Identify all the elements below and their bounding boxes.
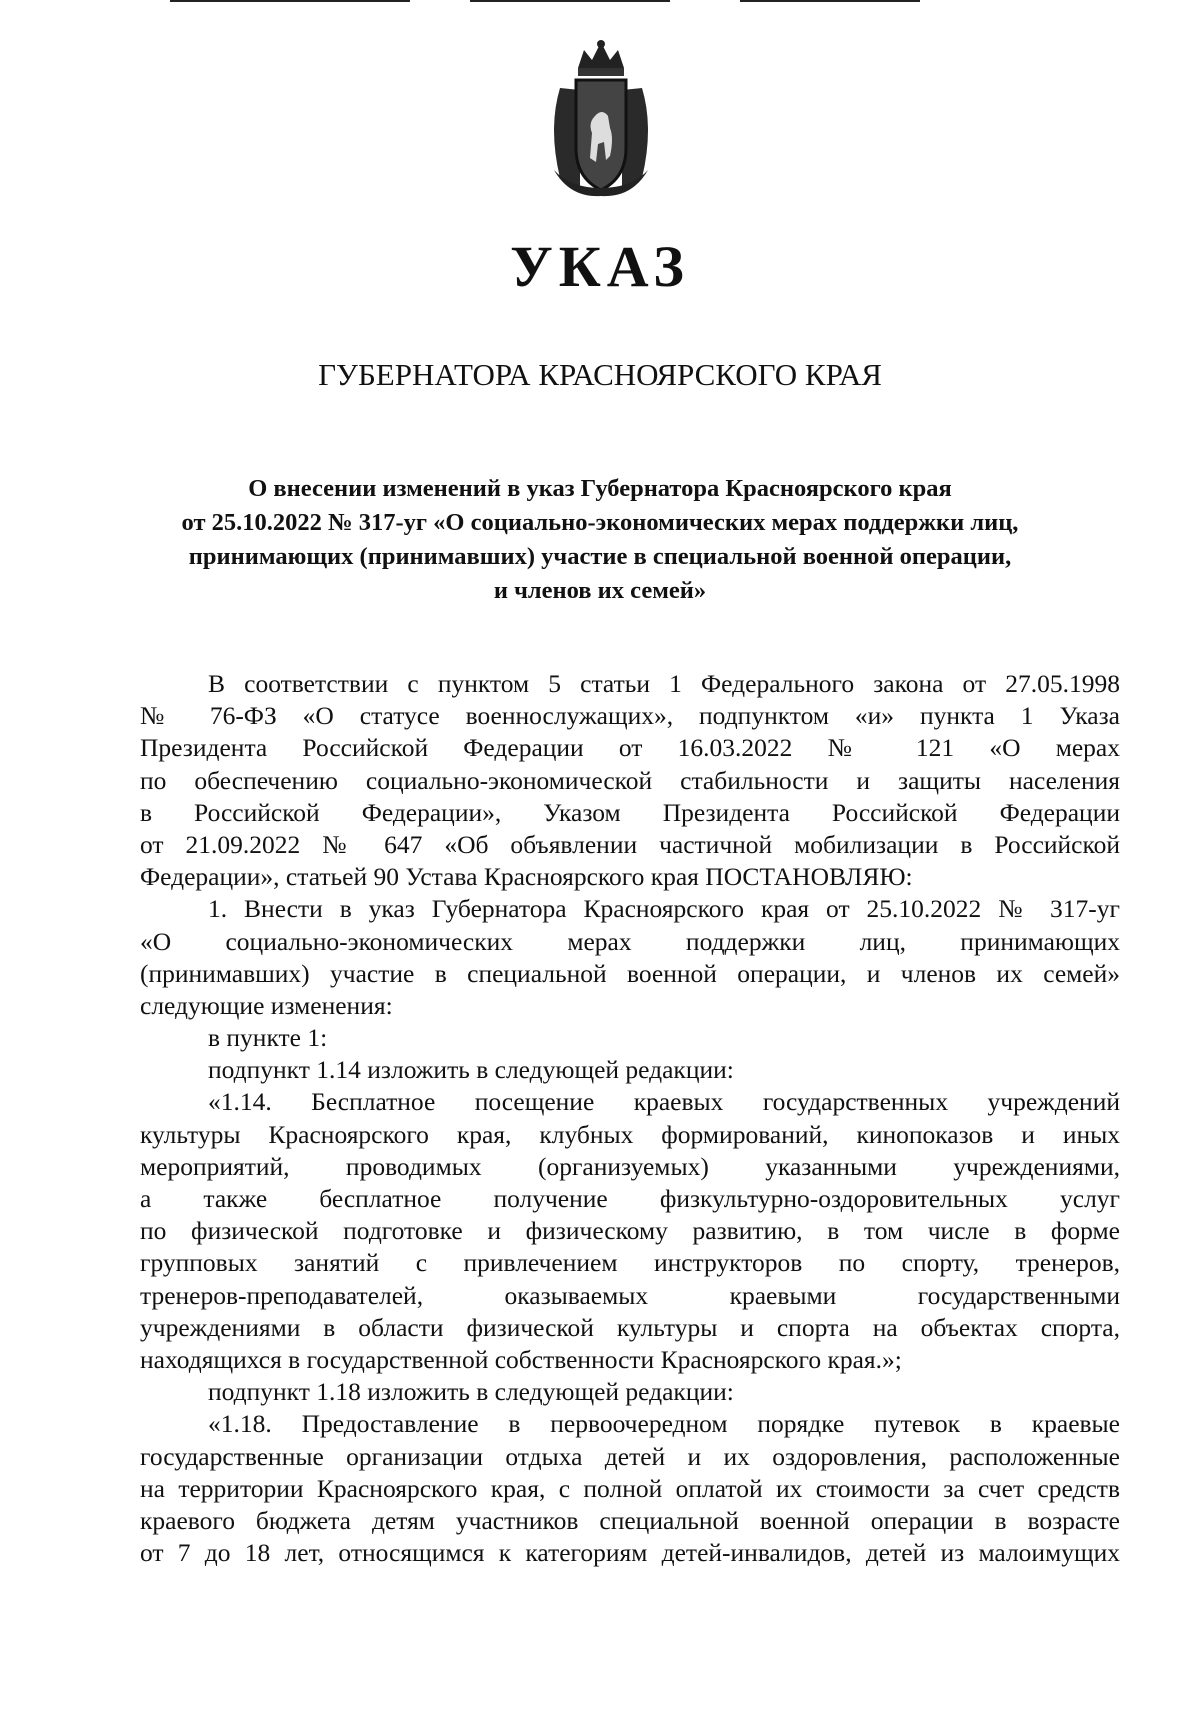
body-line: Президента Российской Федерации от 16.03.2022 № 121 «О мерах [140, 733, 1120, 763]
body-line: от 7 до 18 лет, относящимся к категориям детей-инвалидов, детей из малоимущих [140, 1538, 1120, 1568]
body-line: (принимавших) участие в специальной военной операции, и членов их семей» [140, 958, 1120, 988]
body-line: подпункт 1.18 изложить в следующей редакции: [208, 1377, 734, 1407]
body-line: № 76-ФЗ «О статусе военнослужащих», подпунктом «и» пункта 1 Указа [140, 701, 1120, 731]
body-line: культуры Красноярского края, клубных формирований, кинопоказов и иных [140, 1119, 1120, 1149]
body-line: групповых занятий с привлечением инструкторов по спорту, тренеров, [140, 1248, 1120, 1278]
document-subtitle: ГУБЕРНАТОРА КРАСНОЯРСКОГО КРАЯ [318, 357, 882, 392]
body-line: от 21.09.2022 № 647 «Об объявлении частичной мобилизации в Российской [140, 829, 1120, 859]
body-line: в пункте 1: [208, 1023, 328, 1053]
body-line: краевого бюджета детям участников специальной военной операции в возрасте [140, 1505, 1120, 1535]
heading-line: принимающих (принимавших) участие в специальной военной операции, [188, 543, 1012, 570]
body-line: государственные организации отдыха детей и их оздоровления, расположенные [140, 1441, 1120, 1471]
body-line: по обеспечению социально-экономической стабильности и защиты населения [140, 765, 1120, 795]
document-title: УКАЗ [510, 234, 690, 299]
body-line: учреждениями в области физической культуры и спорта на объектах спорта, [140, 1312, 1120, 1342]
document-heading [140, 472, 1060, 608]
document-body [140, 668, 1120, 1569]
body-line: подпункт 1.14 изложить в следующей редакции: [208, 1055, 734, 1085]
body-line: «1.14. Бесплатное посещение краевых государственных учреждений [208, 1087, 1120, 1117]
body-line: следующие изменения: [140, 990, 393, 1020]
body-line: мероприятий, проводимых (организуемых) указанными учреждениями, [140, 1151, 1120, 1181]
body-line: тренеров-преподавателей, оказываемых краевыми государственными [140, 1280, 1120, 1310]
body-line: 1. Внести в указ Губернатора Красноярского края от 25.10.2022 № 317-уг [208, 894, 1120, 924]
heading-line: от 25.10.2022 № 317-уг «О социально-экономических мерах поддержки лиц, [181, 509, 1019, 536]
body-line: а также бесплатное получение физкультурно-оздоровительных услуг [140, 1184, 1120, 1213]
scan-edge-line [470, 0, 670, 2]
body-line: В соответствии с пунктом 5 статьи 1 Федерального закона от 27.05.1998 [208, 669, 1120, 698]
body-line: «О социально-экономических мерах поддержки лиц, принимающих [140, 926, 1120, 956]
heading-line: и членов их семей» [493, 577, 707, 604]
body-line: находящихся в государственной собственности Красноярского края.»; [140, 1344, 902, 1374]
body-line: в Российской Федерации», Указом Президента Российской Федерации [140, 797, 1120, 827]
body-line: по физической подготовке и физическому развитию, в том числе в форме [140, 1216, 1120, 1246]
body-line: на территории Красноярского края, с полной оплатой их стоимости за счет средств [140, 1473, 1120, 1503]
coat-of-arms-emblem [540, 38, 662, 200]
scan-edge-line [170, 0, 410, 2]
heading-line: О внесении изменений в указ Губернатора Красноярского края [248, 475, 952, 502]
body-line: Федерации», статьей 90 Устава Красноярского края ПОСТАНОВЛЯЮ: [140, 862, 913, 892]
body-line: «1.18. Предоставление в первоочередном порядке путевок в краевые [208, 1409, 1120, 1439]
scan-edge-line [740, 0, 920, 2]
